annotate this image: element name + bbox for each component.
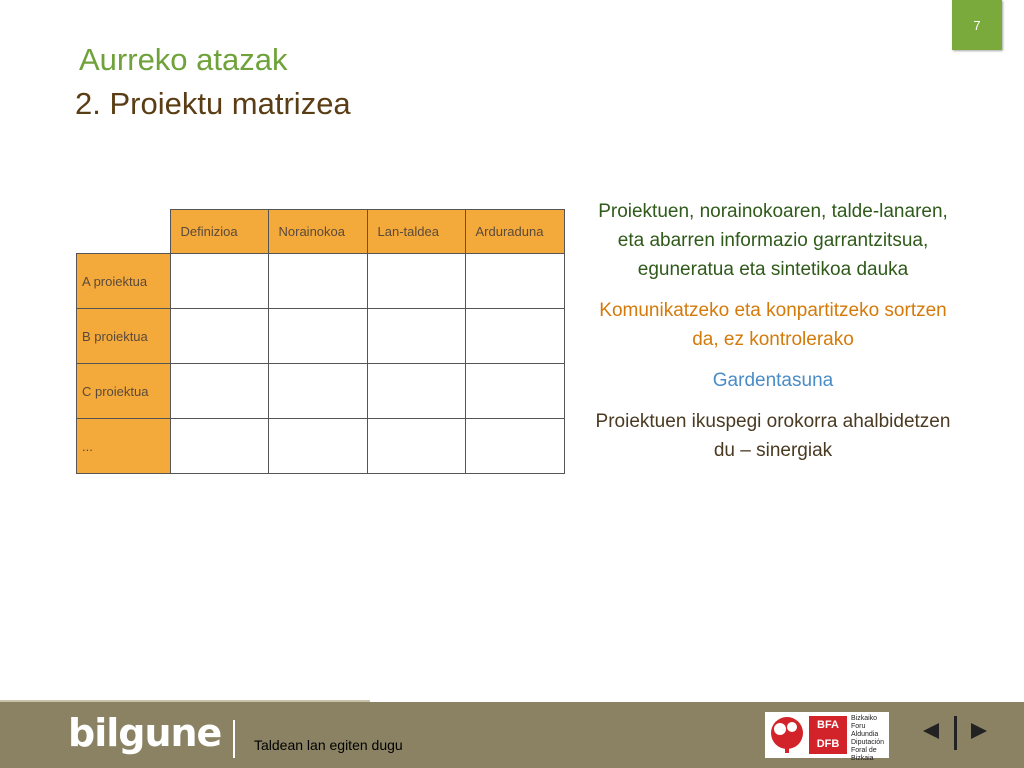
row-header: A proiektua bbox=[77, 254, 171, 309]
point-overview: Proiektuen ikuspegi orokorra ahalbidetzen du – sinergiak bbox=[595, 411, 951, 461]
table-cell bbox=[367, 364, 465, 419]
bfa-dfb-logo bbox=[765, 712, 889, 762]
point-information: Proiektuen, norainokoaren, talde-lanaren, eta abarren informazio garrantzitsua, eguneratua eta sintetikoa dauka bbox=[598, 201, 948, 280]
column-header: Arduraduna bbox=[465, 210, 564, 254]
table-cell bbox=[268, 419, 367, 474]
next-slide-icon[interactable] bbox=[969, 721, 989, 741]
table-cell bbox=[268, 309, 367, 364]
footer-tagline: Taldean lan egiten dugu bbox=[254, 737, 403, 753]
key-points bbox=[590, 197, 956, 477]
table-cell bbox=[170, 419, 268, 474]
column-header: Lan-taldea bbox=[367, 210, 465, 254]
bilgune-logo: bilgune bbox=[68, 711, 222, 755]
table-cell bbox=[465, 309, 564, 364]
project-matrix-table bbox=[76, 209, 565, 474]
table-cell bbox=[465, 254, 564, 309]
column-header: Norainokoa bbox=[268, 210, 367, 254]
slide-title: Aurreko atazak bbox=[79, 42, 288, 77]
table-cell bbox=[170, 254, 268, 309]
footer-separator bbox=[233, 720, 235, 758]
table-cell bbox=[367, 254, 465, 309]
bfa-name-line: Aldundia bbox=[851, 731, 879, 738]
table-corner bbox=[77, 210, 171, 254]
table-cell bbox=[170, 309, 268, 364]
table-row bbox=[77, 364, 565, 419]
table-row bbox=[77, 254, 565, 309]
table-row bbox=[77, 419, 565, 474]
row-header: C proiektua bbox=[77, 364, 171, 419]
table-cell bbox=[367, 309, 465, 364]
bfa-name-line: Bizkaiko Foru bbox=[851, 715, 878, 730]
nav-divider bbox=[954, 716, 957, 750]
slide-number-badge bbox=[952, 0, 1002, 50]
slide-number: 7 bbox=[973, 17, 981, 33]
table-cell bbox=[268, 254, 367, 309]
table-header-row bbox=[77, 210, 565, 254]
table-cell bbox=[268, 364, 367, 419]
table-cell bbox=[465, 364, 564, 419]
row-header: B proiektua bbox=[77, 309, 171, 364]
table-row bbox=[77, 309, 565, 364]
point-transparency: Gardentasuna bbox=[712, 370, 834, 391]
oak-tree-icon bbox=[767, 715, 807, 755]
bfa-names bbox=[851, 715, 889, 763]
table-cell bbox=[170, 364, 268, 419]
slide-subtitle: 2. Proiektu matrizea bbox=[75, 86, 351, 121]
table-cell bbox=[367, 419, 465, 474]
bfa-name-line: Foral de Bizkaia bbox=[851, 747, 877, 762]
bfa-name-line: Diputación bbox=[851, 739, 885, 746]
table-cell bbox=[465, 419, 564, 474]
column-header: Definizioa bbox=[170, 210, 268, 254]
previous-slide-icon[interactable] bbox=[921, 721, 941, 741]
bfa-letters: BFA DFB bbox=[809, 716, 847, 754]
point-communication: Komunikatzeko eta konpartitzeko sortzen da, ez kontrolerako bbox=[599, 300, 947, 350]
row-header: ... bbox=[77, 419, 171, 474]
